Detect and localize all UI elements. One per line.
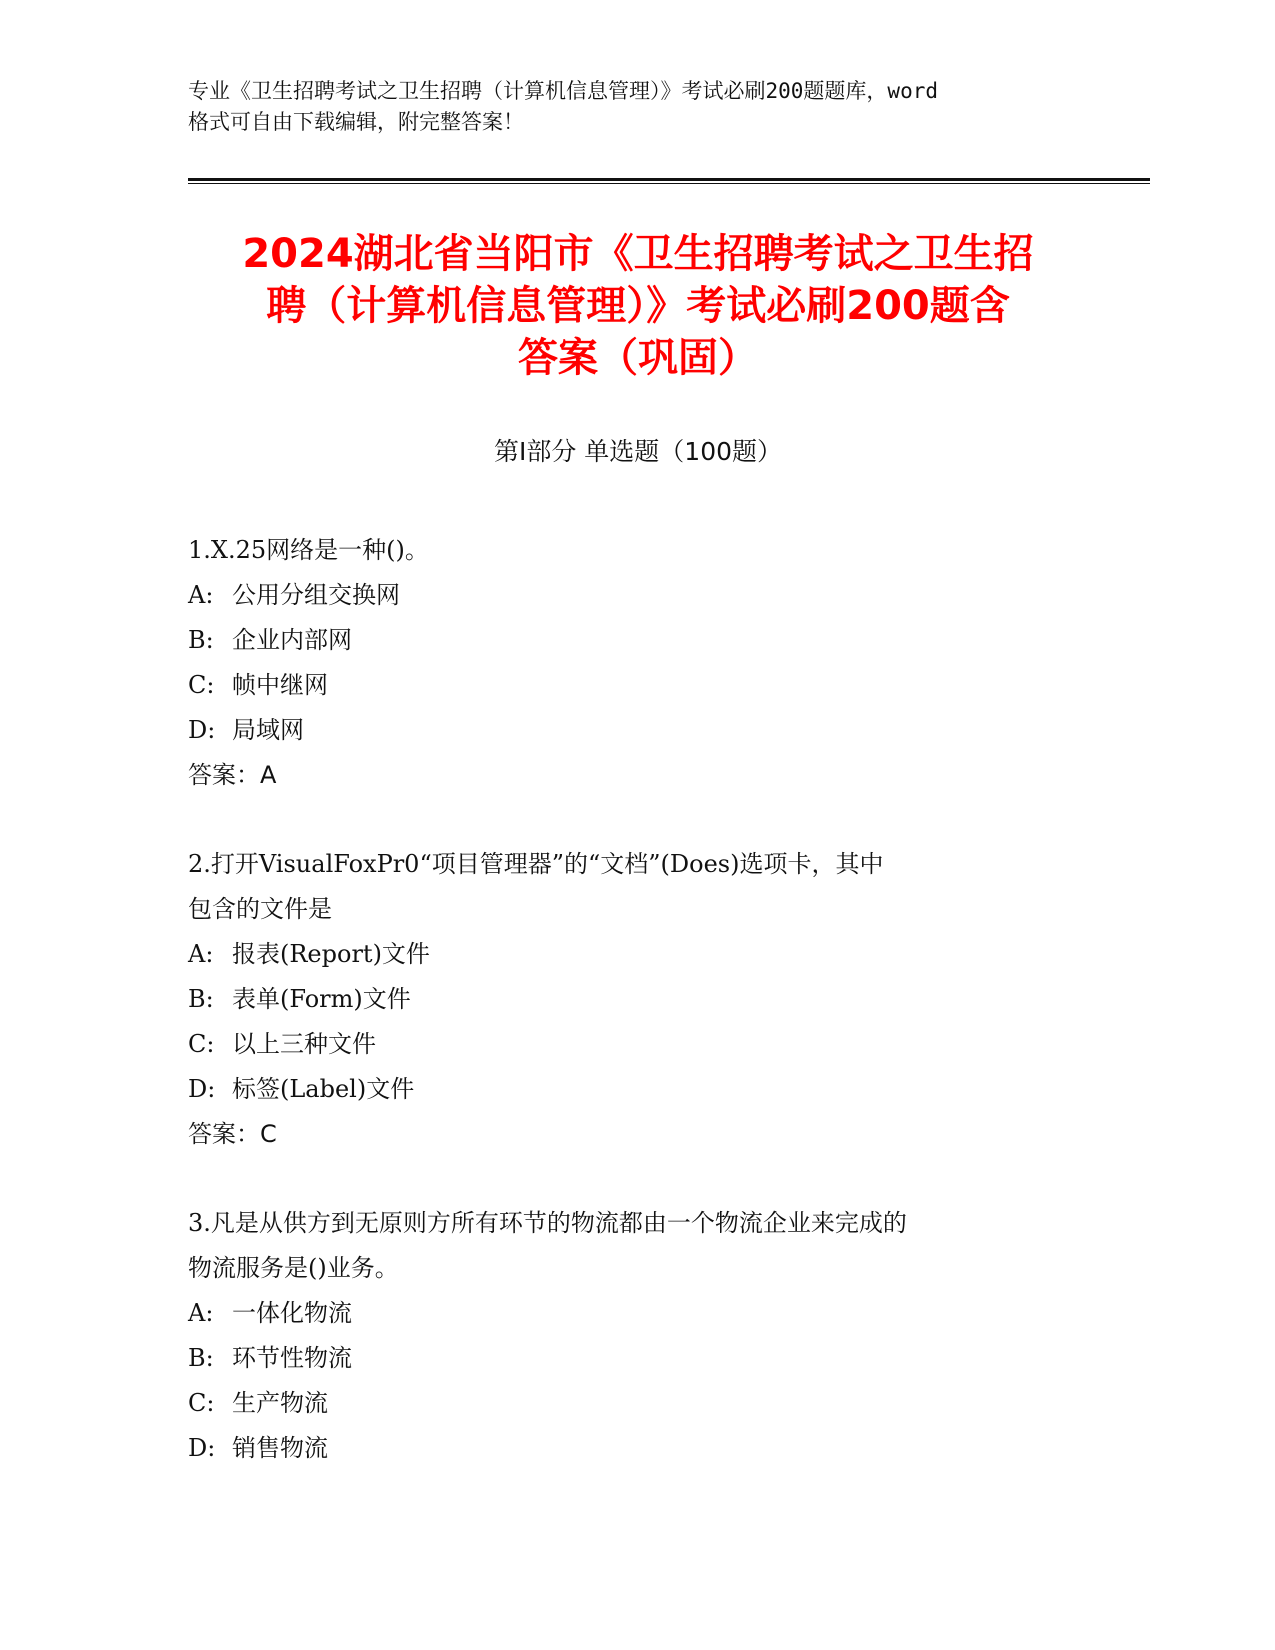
header-rule-thin xyxy=(188,183,1150,184)
option-c xyxy=(188,1381,1088,1426)
option-key: B: xyxy=(188,1344,214,1372)
option-text: 报表(Report)文件 xyxy=(232,940,430,968)
option-c xyxy=(188,1022,1088,1067)
title-line-1: 2024湖北省当阳市《卫生招聘考试之卫生招 xyxy=(242,231,1034,277)
option-d xyxy=(188,1067,1088,1112)
title-line-3: 答案（巩固） xyxy=(518,335,758,381)
option-key: C: xyxy=(188,1389,215,1417)
question-1 xyxy=(188,528,1088,798)
question-stem xyxy=(188,842,1088,932)
option-text: 生产物流 xyxy=(232,1389,328,1417)
header-note-line-2: 格式可自由下载编辑，附完整答案！ xyxy=(188,110,524,134)
question-stem xyxy=(188,1201,1088,1291)
section-heading: 第Ⅰ部分 单选题（100题） xyxy=(493,437,783,466)
option-text: 标签(Label)文件 xyxy=(232,1075,415,1103)
question-2 xyxy=(188,842,1088,1157)
option-key: A: xyxy=(188,581,214,609)
option-b xyxy=(188,618,1088,663)
header-rule-thick xyxy=(188,178,1150,181)
option-a xyxy=(188,1291,1088,1336)
option-key: A: xyxy=(188,1299,214,1327)
answer-line: 答案：A xyxy=(188,761,277,789)
option-key: D: xyxy=(188,1434,216,1462)
question-stem-line-1: 2.打开VisualFoxPr0“项目管理器”的“文档”(Does)选项卡，其中 xyxy=(188,850,884,878)
option-text: 以上三种文件 xyxy=(232,1030,376,1058)
option-key: B: xyxy=(188,626,214,654)
question-3 xyxy=(188,1201,1088,1471)
document-title xyxy=(188,228,1088,384)
option-text: 帧中继网 xyxy=(232,671,328,699)
option-d xyxy=(188,708,1088,753)
option-text: 公用分组交换网 xyxy=(232,581,400,609)
title-line-2: 聘（计算机信息管理）》考试必刷200题含 xyxy=(266,283,1010,329)
option-key: A: xyxy=(188,940,214,968)
question-stem-line-2: 物流服务是()业务。 xyxy=(188,1254,399,1282)
question-list xyxy=(188,528,1088,1471)
option-b xyxy=(188,1336,1088,1381)
option-text: 环节性物流 xyxy=(232,1344,352,1372)
question-stem-line-2: 包含的文件是 xyxy=(188,895,332,923)
option-c xyxy=(188,663,1088,708)
spacer xyxy=(188,798,1088,842)
option-text: 局域网 xyxy=(232,716,304,744)
answer-line: 答案：C xyxy=(188,1120,277,1148)
spacer xyxy=(188,1157,1088,1201)
option-text: 销售物流 xyxy=(232,1434,328,1462)
option-key: D: xyxy=(188,1075,216,1103)
option-text: 一体化物流 xyxy=(232,1299,352,1327)
question-stem-line-1: 3.凡是从供方到无原则方所有环节的物流都由一个物流企业来完成的 xyxy=(188,1209,907,1237)
option-a xyxy=(188,573,1088,618)
header-note-line-1: 专业《卫生招聘考试之卫生招聘（计算机信息管理）》考试必刷200题题库，word xyxy=(188,79,938,103)
option-d xyxy=(188,1426,1088,1471)
option-b xyxy=(188,977,1088,1022)
option-key: C: xyxy=(188,1030,215,1058)
option-text: 表单(Form)文件 xyxy=(232,985,411,1013)
question-stem xyxy=(188,528,1088,573)
header-note xyxy=(188,76,1088,138)
option-key: C: xyxy=(188,671,215,699)
question-stem-line-1: 1.X.25网络是一种()。 xyxy=(188,536,429,564)
option-key: B: xyxy=(188,985,214,1013)
option-a xyxy=(188,932,1088,977)
option-text: 企业内部网 xyxy=(232,626,352,654)
option-key: D: xyxy=(188,716,216,744)
